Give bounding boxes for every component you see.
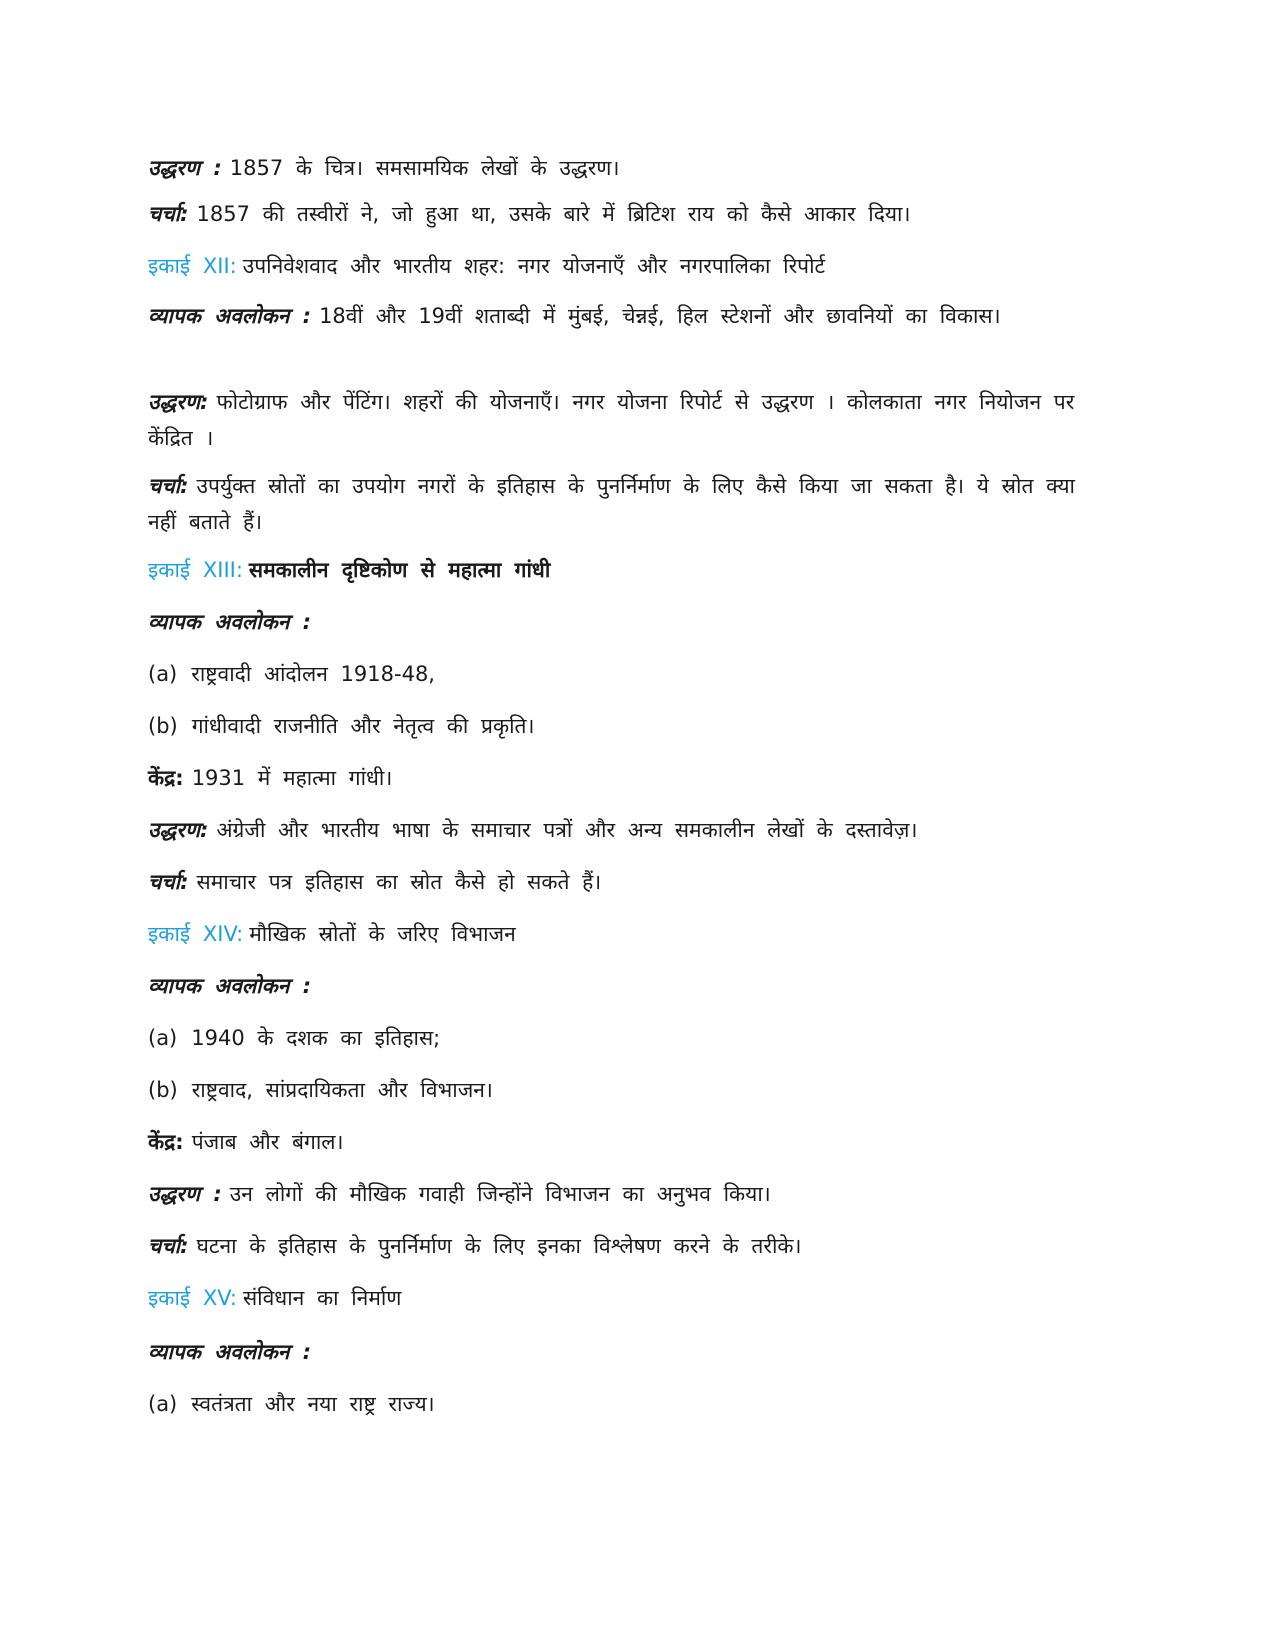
- overview-line: [148, 1334, 1108, 1370]
- excerpt-text: उन लोगों की मौखिक गवाही जिन्होंने विभाजन का अनुभव किया।: [229, 1182, 771, 1206]
- list-marker: (a): [148, 1392, 178, 1416]
- discussion-label: चर्चा:: [148, 474, 189, 498]
- overview-line: [148, 968, 1108, 1004]
- excerpt-label: उद्धरण :: [148, 156, 222, 180]
- unit-label: इकाई XII:: [148, 254, 237, 278]
- unit-label: इकाई XIII:: [148, 558, 243, 582]
- list-item: [148, 1386, 1108, 1422]
- overview-label: व्यापक अवलोकन :: [148, 304, 312, 328]
- excerpt-line: [148, 384, 1108, 456]
- excerpt-line: [148, 812, 1108, 848]
- overview-line: [148, 604, 1108, 640]
- excerpt-text: अंग्रेजी और भारतीय भाषा के समाचार पत्रों और अन्य समकालीन लेखों के दस्तावेज़।: [216, 818, 918, 842]
- focus-line: [148, 1124, 1108, 1160]
- discussion-label: चर्चा:: [148, 870, 189, 894]
- list-text: राष्ट्रवाद, सांप्रदायिकता और विभाजन।: [191, 1078, 493, 1102]
- focus-label: केंद्र:: [148, 1130, 184, 1154]
- focus-label: केंद्र:: [148, 766, 184, 790]
- discussion-text: समाचार पत्र इतिहास का स्रोत कैसे हो सकते हैं।: [196, 870, 602, 894]
- overview-label: व्यापक अवलोकन :: [148, 974, 312, 998]
- excerpt-label: उद्धरण :: [148, 1182, 222, 1206]
- focus-text: 1931 में महात्मा गांधी।: [191, 766, 393, 790]
- focus-line: [148, 760, 1108, 796]
- excerpt-text: 1857 के चित्र। समसामयिक लेखों के उद्धरण।: [229, 156, 620, 180]
- discussion-line: [148, 196, 1108, 232]
- discussion-text: उपर्युक्त स्रोतों का उपयोग नगरों के इतिहास के पुनर्निर्माण के लिए कैसे किया जा सकता है। ये स्रोत क्या नहीं बताते हैं।: [148, 474, 1075, 534]
- discussion-line: [148, 468, 1108, 540]
- list-marker: (b): [148, 714, 178, 738]
- list-marker: (a): [148, 1026, 178, 1050]
- list-item: [148, 1020, 1108, 1056]
- list-text: 1940 के दशक का इतिहास;: [191, 1026, 441, 1050]
- unit-xv-heading: [148, 1280, 1108, 1316]
- focus-text: पंजाब और बंगाल।: [191, 1130, 344, 1154]
- overview-line: [148, 298, 1108, 334]
- unit-title: उपनिवेशवाद और भारतीय शहर: नगर योजनाएँ और नगरपालिका रिपोर्ट: [242, 254, 826, 278]
- discussion-text: 1857 की तस्वीरों ने, जो हुआ था, उसके बारे में ब्रिटिश राय को कैसे आकार दिया।: [196, 202, 911, 226]
- excerpt-line: [148, 150, 1108, 186]
- excerpt-text: फोटोग्राफ और पेंटिंग। शहरों की योजनाएँ। नगर योजना रिपोर्ट से उद्धरण । कोलकाता नगर नियोजन पर केंद्रित ।: [148, 390, 1075, 450]
- list-item: [148, 1072, 1108, 1108]
- unit-label: इकाई XIV:: [148, 922, 244, 946]
- list-text: राष्ट्रवादी आंदोलन 1918-48,: [191, 662, 435, 686]
- overview-label: व्यापक अवलोकन :: [148, 610, 312, 634]
- discussion-text: घटना के इतिहास के पुनर्निर्माण के लिए इनका विश्लेषण करने के तरीके।: [196, 1234, 802, 1258]
- list-marker: (b): [148, 1078, 178, 1102]
- overview-text: 18वीं और 19वीं शताब्दी में मुंबई, चेन्नई, हिल स्टेशनों और छावनियों का विकास।: [319, 304, 1001, 328]
- unit-label: इकाई XV:: [148, 1286, 237, 1310]
- excerpt-label: उद्धरण:: [148, 818, 209, 842]
- unit-title: समकालीन दृष्टिकोण से महात्मा गांधी: [248, 558, 551, 582]
- discussion-line: [148, 1228, 1108, 1264]
- list-text: स्वतंत्रता और नया राष्ट्र राज्य।: [191, 1392, 435, 1416]
- discussion-line: [148, 864, 1108, 900]
- list-text: गांधीवादी राजनीति और नेतृत्व की प्रकृति।: [191, 714, 535, 738]
- overview-label: व्यापक अवलोकन :: [148, 1340, 312, 1364]
- excerpt-label: उद्धरण:: [148, 390, 209, 414]
- list-item: [148, 708, 1108, 744]
- list-item: [148, 656, 1108, 692]
- unit-xiv-heading: [148, 916, 1108, 952]
- discussion-label: चर्चा:: [148, 202, 189, 226]
- discussion-label: चर्चा:: [148, 1234, 189, 1258]
- unit-xiii-heading: [148, 552, 1108, 588]
- unit-xii-heading: [148, 248, 1108, 284]
- list-marker: (a): [148, 662, 178, 686]
- unit-title: मौखिक स्रोतों के जरिए विभाजन: [249, 922, 516, 946]
- unit-title: संविधान का निर्माण: [242, 1286, 402, 1310]
- excerpt-line: [148, 1176, 1108, 1212]
